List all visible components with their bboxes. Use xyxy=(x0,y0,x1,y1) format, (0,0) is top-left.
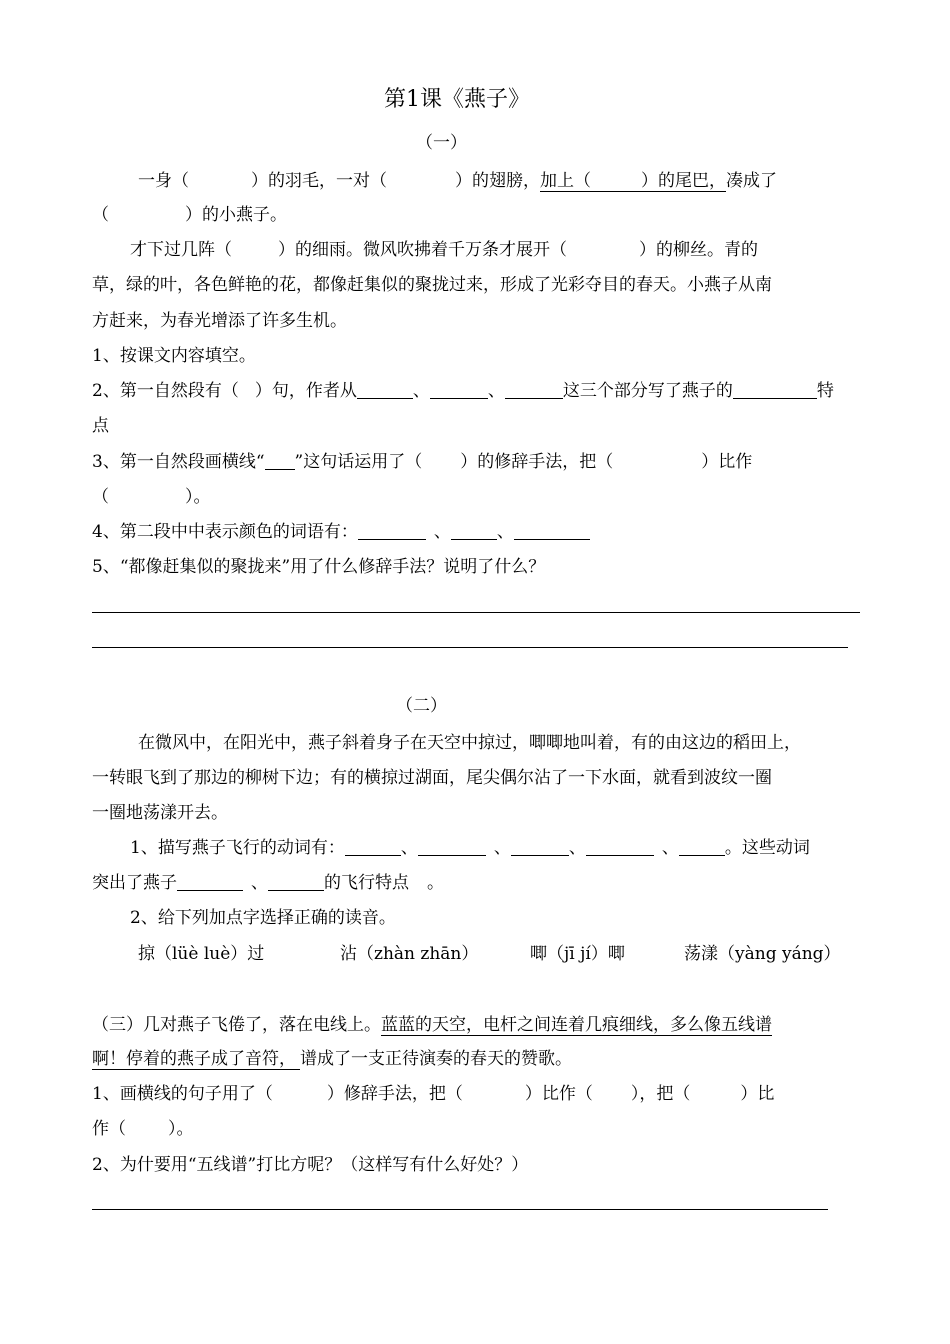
s3-question2: 2、为什要用“五线谱”打比方呢？（这样写有什么好处？） xyxy=(92,1155,529,1175)
q4-blank-3[interactable] xyxy=(514,522,590,540)
s1-question1: 1、按课文内容填空。 xyxy=(92,346,256,366)
s1-paragraph2-line1: 才下过几阵（ ）的细雨。微风吹拂着千万条才展开（ ）的柳丝。青的 xyxy=(130,240,758,260)
pinyin-choice-3[interactable]: 唧（jī jí）唧 xyxy=(530,944,625,964)
s3-paragraph-line1: （三）几对燕子飞倦了，落在电线上。蓝蓝的天空，电杆之间连着几痕细线，多么像五线谱 xyxy=(92,1015,772,1035)
q3-blank-1[interactable] xyxy=(265,452,295,470)
page-title: 第1课《燕子》 xyxy=(384,87,530,112)
feature-blank-2[interactable] xyxy=(268,873,324,891)
pinyin-choice-2[interactable]: 沾（zhàn zhān） xyxy=(340,944,479,964)
s1-paragraph1-line1: 一身（ ）的羽毛，一对（ ）的翅膀，加上（ ）的尾巴，凑成了 xyxy=(138,171,777,191)
s2-paragraph-line2: 一转眼飞到了那边的柳树下边；有的横掠过湖面，尾尖偶尔沾了一下水面，就看到波纹一圈 xyxy=(92,768,772,788)
verb-blank-1[interactable] xyxy=(345,838,401,856)
s2-paragraph-line1: 在微风中，在阳光中，燕子斜着身子在天空中掠过，唧唧地叫着，有的由这边的稻田上， xyxy=(138,733,801,753)
answer-line-2[interactable] xyxy=(92,647,848,648)
s2-question2: 2、给下列加点字选择正确的读音。 xyxy=(130,908,396,928)
verb-blank-3[interactable] xyxy=(511,838,569,856)
answer-line-3[interactable] xyxy=(92,1209,828,1210)
s1-question2-line1: 2、第一自然段有（ ）句，作者从 、 、 这三个部分写了燕子的 特 xyxy=(92,381,834,401)
section-2-heading: （二） xyxy=(396,696,447,716)
section-1-heading: （一） xyxy=(416,133,467,153)
s1-question2-line2: 点 xyxy=(92,416,109,436)
s1-paragraph1-line2: （ ）的小燕子。 xyxy=(92,205,287,225)
s3-question1-line2: 作（ ）。 xyxy=(92,1119,194,1139)
s2-question1-line2: 突出了燕子 、 的飞行特点 。 xyxy=(92,873,444,893)
q4-blank-2[interactable] xyxy=(451,522,497,540)
s2-question1-line1: 1、描写燕子飞行的动词有： 、 、 、 、 。这些动词 xyxy=(130,838,810,858)
underlined-sentence-line2: 啊！停着的燕子成了音符， xyxy=(92,1049,300,1070)
q4-blank-1[interactable] xyxy=(358,522,426,540)
q2-blank-1[interactable] xyxy=(357,381,413,399)
underlined-sentence-part1: 加上（ ）的尾巴， xyxy=(540,171,726,191)
answer-line-1[interactable] xyxy=(92,612,860,613)
s1-paragraph2-line2: 草，绿的叶，各色鲜艳的花，都像赶集似的聚拢过来，形成了光彩夺目的春天。小燕子从南 xyxy=(92,275,772,295)
verb-blank-5[interactable] xyxy=(679,838,725,856)
feature-blank-1[interactable] xyxy=(177,873,243,891)
q2-blank-3[interactable] xyxy=(505,381,563,399)
verb-blank-2[interactable] xyxy=(418,838,486,856)
q2-blank-4[interactable] xyxy=(733,381,817,399)
s3-question1-line1: 1、画横线的句子用了（ ）修辞手法，把（ ）比作（ ），把（ ）比 xyxy=(92,1084,775,1104)
underlined-sentence-line1: 蓝蓝的天空，电杆之间连着几痕细线，多么像五线谱 xyxy=(381,1015,772,1035)
s1-paragraph2-line3: 方赶来，为春光增添了许多生机。 xyxy=(92,311,347,331)
s3-paragraph-line2: 啊！停着的燕子成了音符， 谱成了一支正待演奏的春天的赞歌。 xyxy=(92,1049,572,1069)
s2-paragraph-line3: 一圈地荡漾开去。 xyxy=(92,803,228,823)
q2-blank-2[interactable] xyxy=(430,381,488,399)
verb-blank-4[interactable] xyxy=(586,838,654,856)
s1-question5: 5、“都像赶集似的聚拢来”用了什么修辞手法？说明了什么？ xyxy=(92,557,546,577)
s1-question3-line2: （ ）。 xyxy=(92,487,211,507)
s1-question3-line1: 3、第一自然段画横线“ ”这句话运用了（ ）的修辞手法，把（ ）比作 xyxy=(92,452,753,472)
pinyin-choice-4[interactable]: 荡漾（yàng yáng） xyxy=(684,944,841,964)
pinyin-choice-1[interactable]: 掠（lüè luè）过 xyxy=(138,944,265,964)
s1-question4: 4、第二段中中表示颜色的词语有： 、 、 xyxy=(92,520,590,544)
